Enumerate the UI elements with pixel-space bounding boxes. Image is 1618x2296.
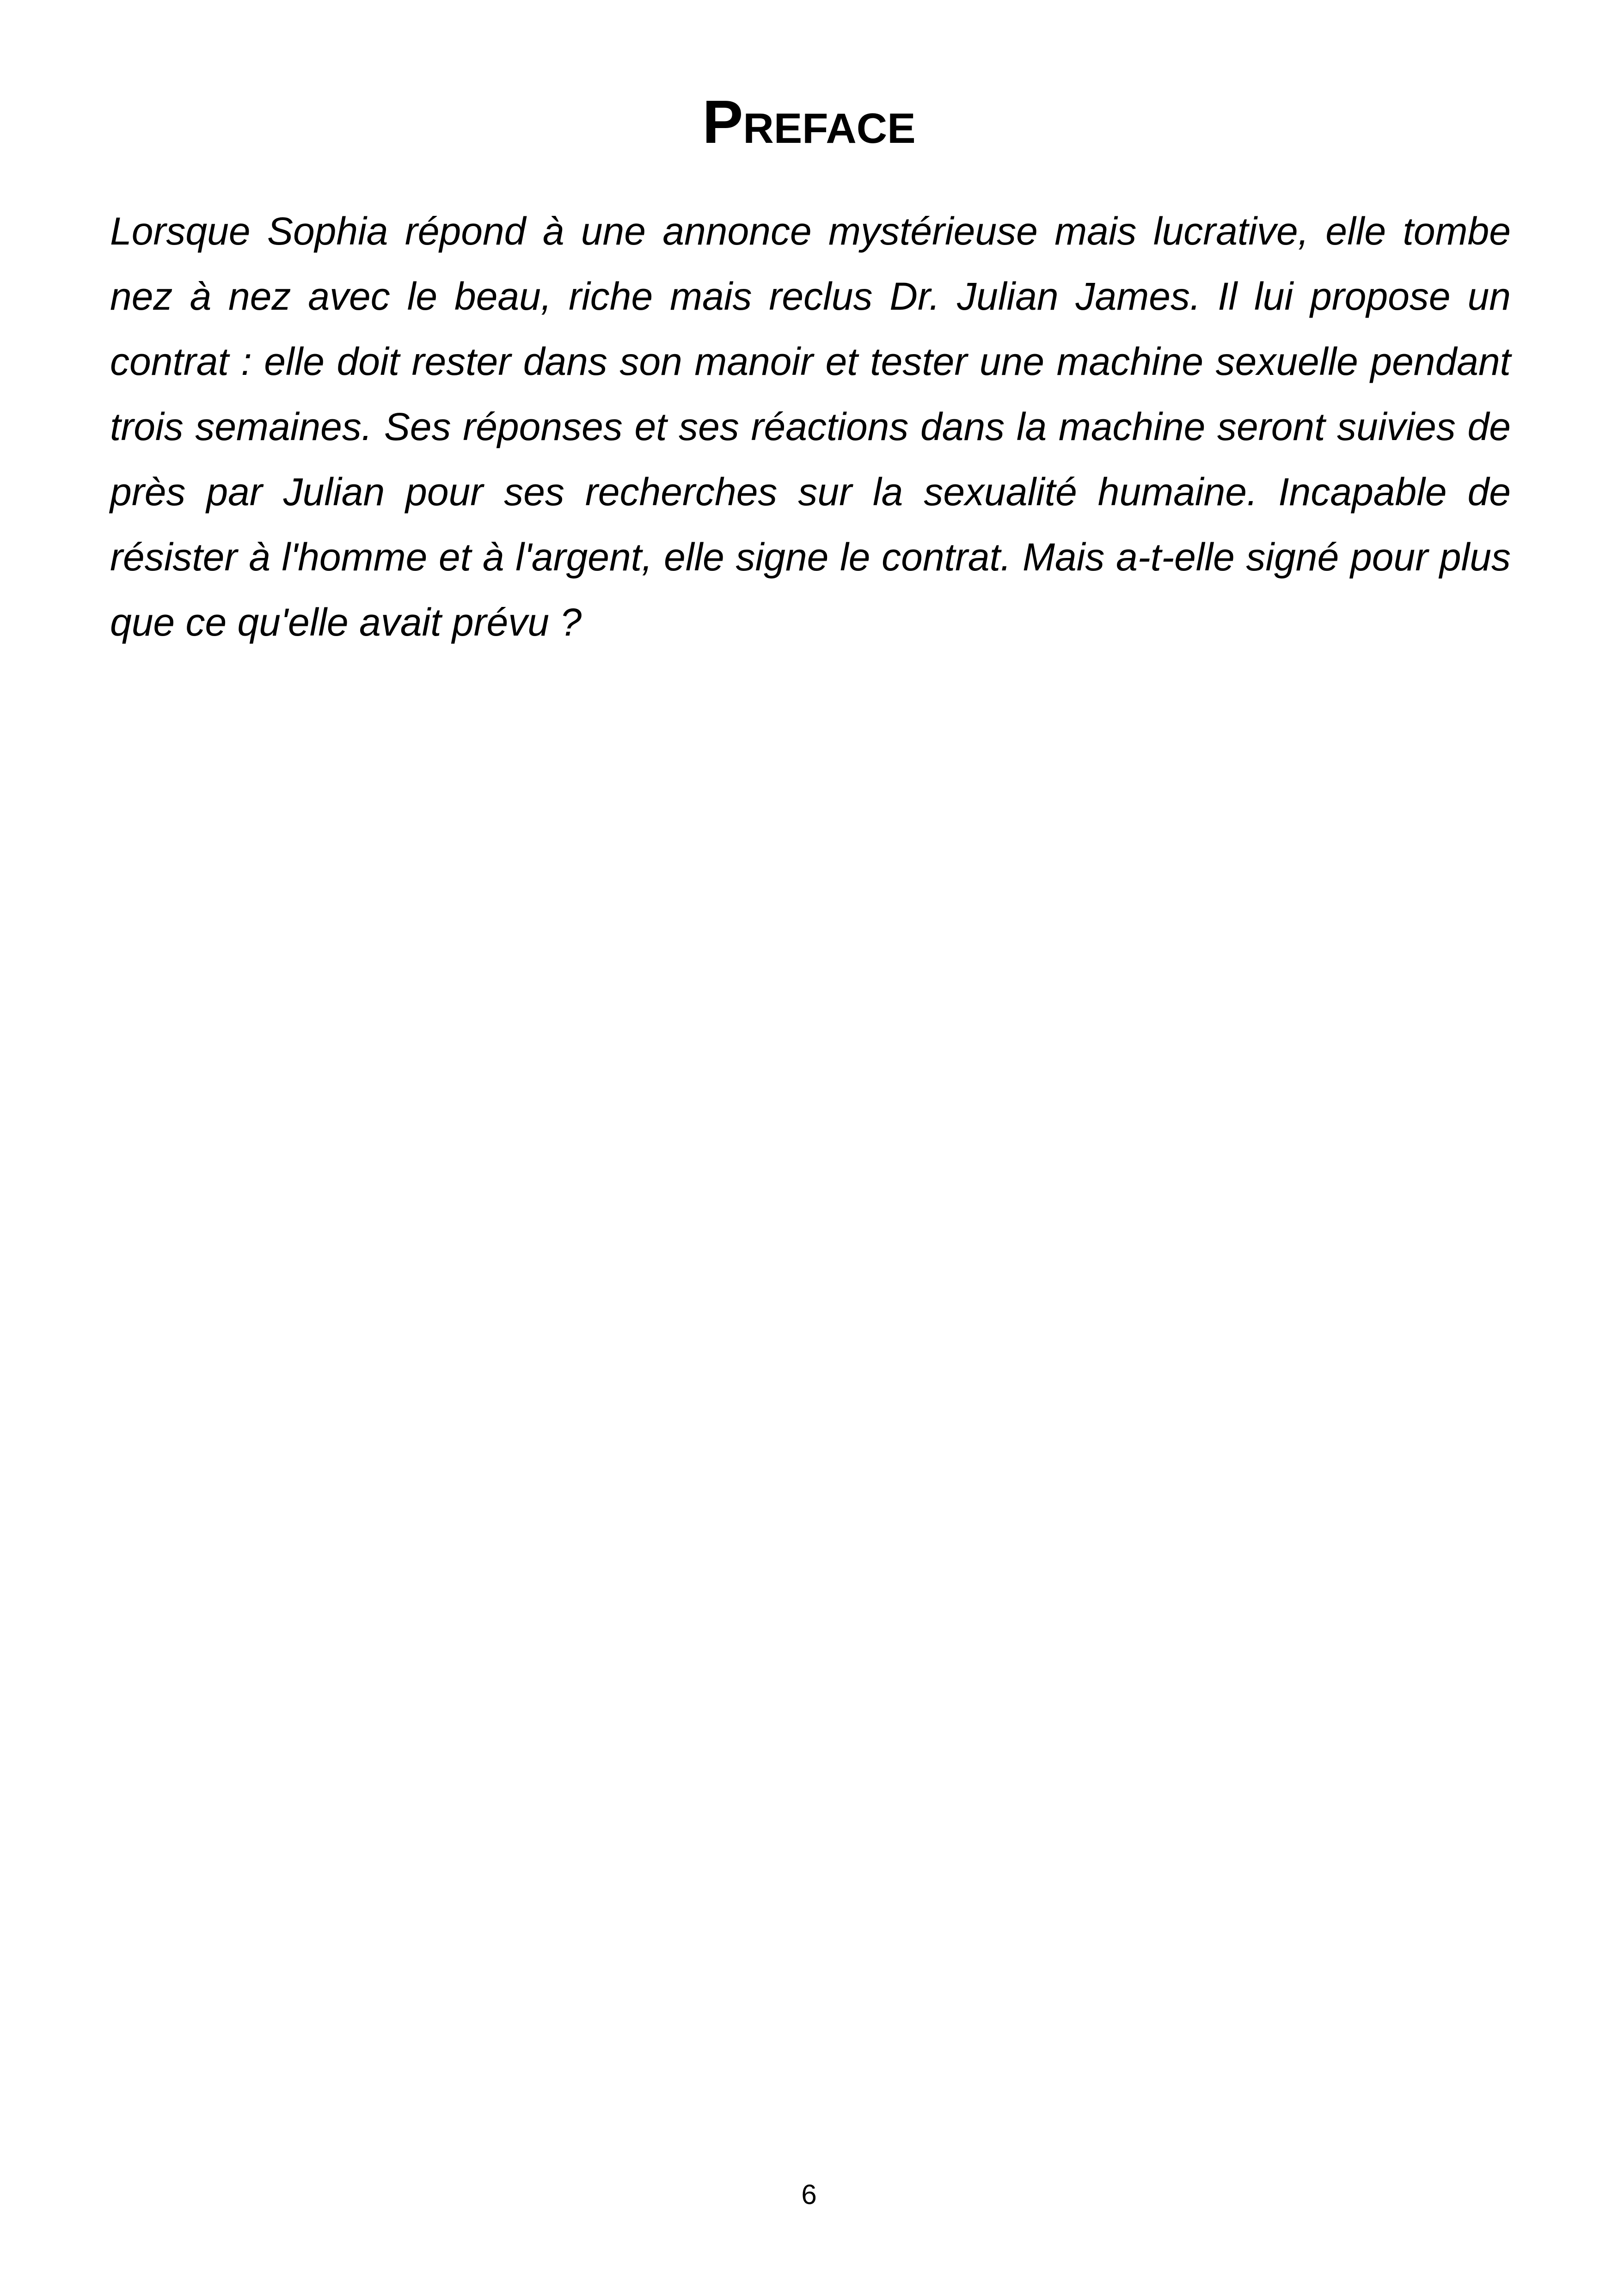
preface-paragraph: Lorsque Sophia répond à une annonce mystérieuse mais lucrative, elle tombe nez à nez avec le beau, riche mais reclus Dr. Julian James. Il lui propose un contrat : elle doit rester dans son manoir et tester une machine sexuelle pendant trois semaines. Ses réponses et ses réactions dans la machine seront suivies de près par Julian pour ses recherches sur la sexualité humaine. Incapable de résister à l'homme et à l'argent, elle signe le contrat. Mais a-t-elle signé pour plus que ce qu'elle avait prévu ? bbox=[110, 209, 1511, 644]
page-title: Preface bbox=[702, 88, 916, 156]
page-number: 6 bbox=[801, 2179, 817, 2210]
